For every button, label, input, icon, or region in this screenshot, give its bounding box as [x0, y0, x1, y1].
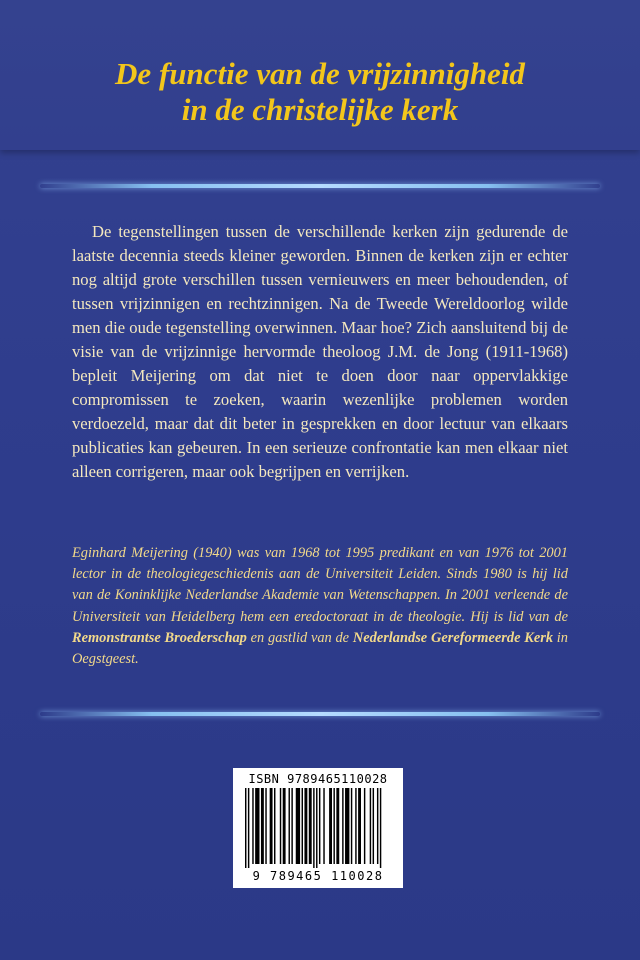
barcode-bar: [329, 788, 332, 864]
barcode-bar: [336, 788, 339, 864]
author-bio: [72, 543, 568, 670]
barcode-bar: [255, 788, 259, 864]
barcode-bars: [245, 788, 391, 868]
barcode-bar: [302, 788, 303, 864]
barcode-bar: [355, 788, 356, 864]
title-line-1: De functie van de vrijzinnigheid: [115, 56, 525, 91]
barcode-bar: [373, 788, 374, 864]
barcode-bar: [364, 788, 365, 864]
book-title: [40, 56, 600, 128]
bio-text-2: en gastlid van de: [246, 629, 353, 646]
barcode-bar: [245, 788, 246, 868]
barcode-bar: [304, 788, 307, 864]
bio-highlight-remonstrantse: Remonstrantse Broederschap: [72, 629, 247, 646]
divider-line-top: [40, 184, 600, 188]
barcode-bar: [342, 788, 343, 864]
barcode-bar: [291, 788, 292, 864]
barcode-bar: [248, 788, 249, 868]
barcode-bar: [265, 788, 266, 864]
isbn-label: ISBN 9789465110028: [248, 772, 388, 786]
barcode-bar: [274, 788, 275, 864]
isbn-barcode: [233, 768, 403, 888]
barcode-digits: 9 789465 110028: [252, 869, 384, 883]
barcode-bar: [333, 788, 334, 864]
barcode-bar: [309, 788, 312, 864]
barcode-bar: [319, 788, 320, 864]
barcode-bar: [289, 788, 290, 864]
barcode-bar: [313, 788, 314, 868]
barcode-bar: [270, 788, 273, 864]
title-band: [0, 0, 640, 150]
divider-line-bottom: [40, 712, 600, 716]
barcode-bar: [296, 788, 300, 864]
barcode-bar: [358, 788, 361, 864]
title-line-2: in de christelijke kerk: [181, 92, 459, 127]
barcode-bar: [323, 788, 324, 864]
barcode-bar: [377, 788, 378, 864]
barcode-bar: [380, 788, 381, 868]
barcode-bar: [316, 788, 317, 868]
barcode-bar: [283, 788, 286, 864]
bio-highlight-gereformeerde: Nederlandse Gereformeerde Kerk: [352, 629, 554, 646]
barcode-bar: [280, 788, 281, 864]
barcode-bar: [252, 788, 253, 864]
barcode-bar: [261, 788, 264, 864]
barcode-bar: [370, 788, 371, 864]
description-paragraph: De tegenstellingen tussen de verschillende kerken zijn gedurende de laatste decennia steeds kleiner geworden. Binnen de kerken zijn er echter nog altijd grote verschillen tussen vernieuwers en meer behoudenden, of tussen vrijzinnigen en rechtzinnigen. Na de Tweede Wereldoorlog wilde men die oude tegenstelling overwinnen. Maar hoe? Zich aansluitend bij de visie van de vrijzinnige hervormde theoloog J.M. de Jong (1911-1968) bepleit Meijering om dat niet te doen door naar oppervlakkige compromissen te zoeken, waarin wezenlijke problemen worden verdoezeld, maar dat dit beter in gesprekken en door lectuur van elkaars publicaties kan gebeuren. In een serieuze confrontatie kan men elkaar niet alleen corrigeren, maar ook begrijpen en verrijken.: [72, 222, 568, 481]
bio-text-3: in Oegstgeest.: [72, 629, 568, 668]
barcode-bar: [345, 788, 349, 864]
bio-text-1: Eginhard Meijering (1940) was van 1968 tot 1995 predikant en van 1976 tot 2001 lector in de theologiegeschiedenis aan de Universiteit Leiden. Sinds 1980 is hij lid van de Koninklijke Nederlandse Akademie van Wetenschappen. In 2001 verleende de Universiteit van Heidelberg hem een eredoctoraat in de theologie. Hij is lid van de: [72, 545, 568, 625]
barcode-bar: [351, 788, 352, 864]
